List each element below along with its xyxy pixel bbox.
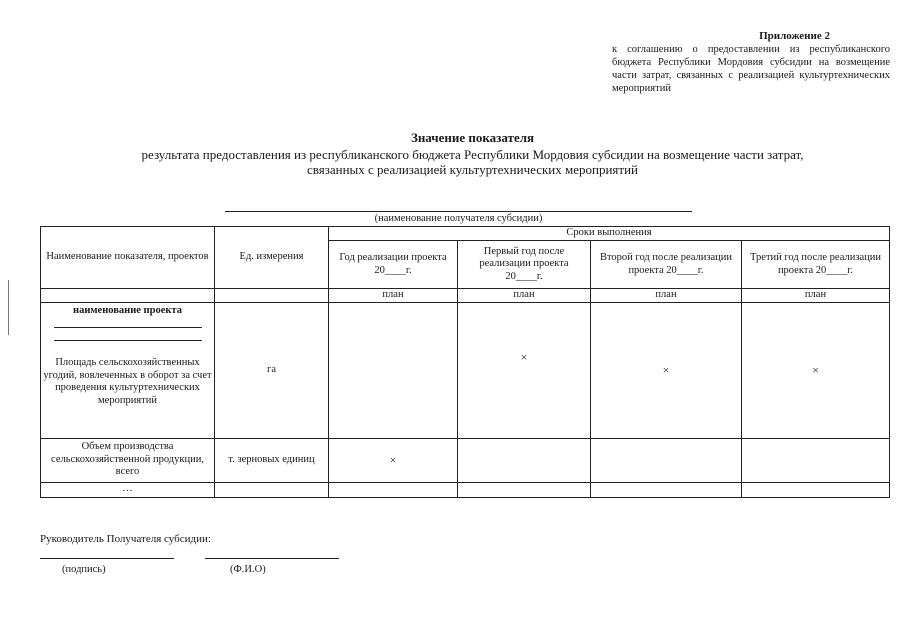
project-blank-line (54, 327, 202, 340)
cross-mark: × (458, 302, 591, 438)
plan-label: план (329, 289, 458, 303)
header-unit: Ед. измерения (215, 227, 329, 289)
row-unit: га (215, 302, 329, 438)
plan-label: план (742, 289, 890, 303)
ellipsis-cell: … (41, 482, 215, 497)
header-year-1: Первый год после реализации проекта 20____г. (458, 241, 591, 289)
row-cell (329, 302, 458, 438)
heading-line-2: связанных с реализацией культуртехнических мероприятий (306, 162, 639, 177)
recipient-name-line (225, 211, 692, 212)
row-cell (458, 438, 591, 482)
project-name-label: наименование проекта (73, 304, 182, 316)
row-cell (329, 482, 458, 497)
row-indicator-name: Объем производства сельскохозяйственной продукции, всего (41, 438, 215, 482)
appendix-title: Приложение 2 (759, 30, 830, 42)
plan-spacer-name (41, 289, 215, 303)
row-cell (591, 438, 742, 482)
heading-title: Значение показателя (410, 130, 535, 145)
plan-label: план (591, 289, 742, 303)
table-row (41, 302, 890, 438)
row-cell (742, 438, 890, 482)
signature-label: Руководитель Получателя субсидии: (40, 533, 211, 545)
signature-line (40, 558, 174, 559)
cross-mark: × (742, 302, 890, 438)
fio-line (205, 558, 339, 559)
table-row (41, 482, 890, 497)
document-heading (20, 130, 905, 177)
project-blank-line (54, 340, 202, 353)
plan-label: план (458, 289, 591, 303)
margin-mark (8, 280, 9, 335)
table-row (41, 438, 890, 482)
header-year-implementation: Год реализации проекта 20____г. (329, 241, 458, 289)
header-year-3: Третий год после реализации проекта 20____г. (742, 241, 890, 289)
indicator-table (40, 226, 890, 498)
header-year-2: Второй год после реализации проекта 20____г. (591, 241, 742, 289)
row-cell (742, 482, 890, 497)
plan-spacer-unit (215, 289, 329, 303)
cross-mark: × (591, 302, 742, 438)
heading-line-1: результата предоставления из республиканского бюджета Республики Мордовия субсидии на возмещение части затрат, (141, 147, 804, 162)
appendix-text: к соглашению о предоставлении из республиканского бюджета Республики Мордовия субсидии на возмещение части затрат, связанных с реализацией культуртехнических мероприятий (612, 44, 890, 94)
header-terms: Сроки выполнения (329, 227, 890, 241)
signature-caption: (подпись) (62, 564, 106, 575)
recipient-caption: (наименование получателя субсидии) (374, 213, 543, 224)
row-cell (591, 482, 742, 497)
row-cell (458, 482, 591, 497)
row-unit: т. зерновых единиц (215, 438, 329, 482)
row-cell (215, 482, 329, 497)
header-indicator-name: Наименование показателя, проектов (41, 227, 215, 289)
fio-caption: (Ф.И.О) (230, 564, 266, 575)
appendix-block (612, 30, 890, 95)
cross-mark: × (329, 438, 458, 482)
row-indicator-name: Площадь сельскохозяйственных угодий, вовлеченных в оборот за счет проведения культуртехнических мероприятий (43, 357, 212, 406)
row-name-cell (41, 302, 215, 438)
